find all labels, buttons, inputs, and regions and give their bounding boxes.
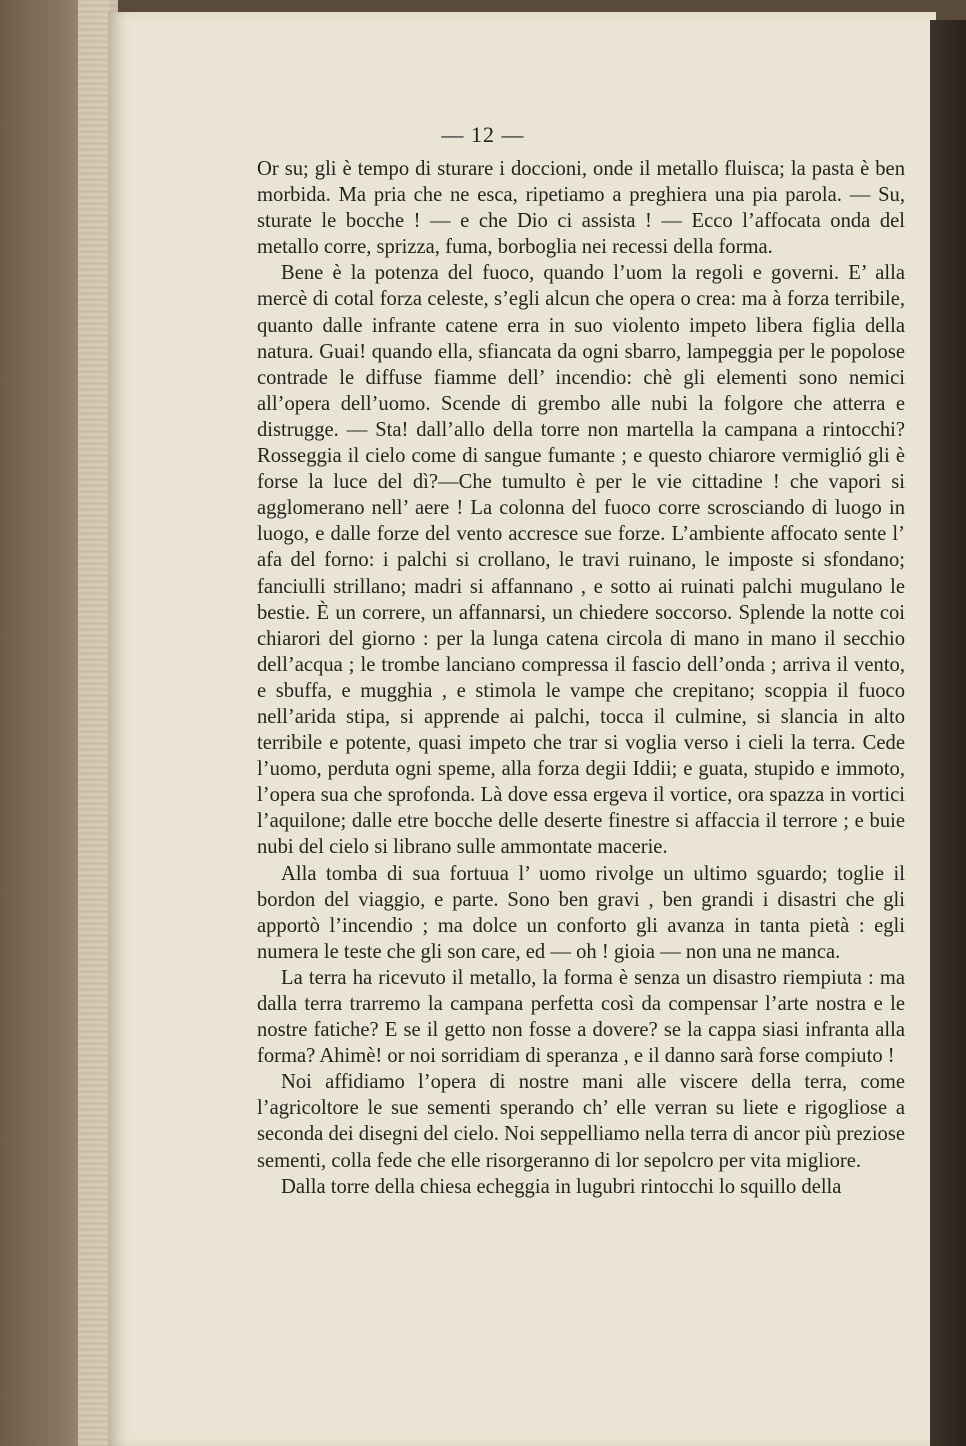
page-number: — 12 —: [441, 122, 525, 147]
right-page-edge: [930, 20, 966, 1446]
paragraph-1: Or su; gli è tempo di sturare i doccioni, onde il metallo fluisca; la pasta è ben morbida. Ma pria che ne esca, ripetiamo a preghiera una pia parola. — Su, sturate le bocche ! — e che Dio ci assista ! — Ecco l’affocata onda del metallo corre, sprizza, fuma, borboglia nei recessi della forma.: [257, 158, 905, 259]
paragraph-6: Dalla torre della chiesa echeggia in lugubri rintocchi lo squillo della: [281, 1175, 842, 1198]
paragraph-2: Bene è la potenza del fuoco, quando l’uom la regoli e governi. E’ alla mercè di cotal forza celeste, s’egli alcun che opera o crea: ma à forza terribile, quanto dalle infrante catene erra in suo violento impeto libera figlia della natura. Guai! quando ella, sfiancata da ogni sbarro, lampeggia per le popolose contrade le diffuse fiamme dell’ incendio: chè gli elementi sono nemici all’opera dell’uomo. Scende di grembo alle nubi la folgore che atterra e distrugge. — Sta! dall’allo della torre non martella la campana a rintocchi? Rosseggia il cielo come di sangue fumante ; e questo chiarore vermiglió gli è forse la luce del dì?—Che tumulto è per le vie cittadine ! che vapori si agglomerano nell’ aere ! La colonna del fuoco corre scrosciando di luogo in luogo, e dalle forze del vento accresce sue forze. L’ambiente affocato sente l’ afa del forno: i palchi si crollano, le travi ruinano, le imposte si sfondano; fanciulli strillano; madri si affannano , e sotto ai ruinati palchi mugulano le bestie. È un correre, un affannarsi, un chiedere soccorso. Splende la notte coi chiarori del giorno : per la lunga catena circola di mano in mano il secchio dell’acqua ; le trombe lanciano compressa il fascio dell’onda ; arriva il vento, e sbuffa, e mugghia , e stimola le vampe che crepitano; scoppia il fuoco nell’arida stipa, si apprende ai palchi, tocca il culmine, si slancia in alto terribile e potente, quasi impeto che trar si voglia verso i cieli la terra. Cede l’uomo, perduta ogni speme, alla forza degii Iddii; e guata, stupido e immoto, l’opera sua che sprofonda. Là dove essa ergeva il vortice, ora spazza in vortici l’aquilone; dalle etre bocche delle deserte finestre si affaccia il terrore ; e buie nubi del cielo si librano sulle ammontate macerie.: [257, 262, 905, 859]
paragraph-4: La terra ha ricevuto il metallo, la forma è senza un disastro riempiuta : ma dalla terra trarremo la campana perfetta così da compensar l’arte nostra e le nostre fatiche? E se il getto non fosse a dovere? se la cappa siasi infranta alla forma? Ahimè! or noi sorridiam di speranza , e il danno sarà forse compiuto !: [257, 966, 905, 1068]
body-text: [257, 156, 905, 1200]
paragraph-3: Alla tomba di sua fortuua l’ uomo rivolge un ultimo sguardo; toglie il bordon del viaggio, e parte. Sono ben gravi , ben grandi i disastri che gli apportò l’incendio ; ma dolce un conforto gli avanza in tanta pietà : egli numera le teste che gli son care, ed — oh ! gioia — non una ne manca.: [257, 862, 905, 963]
paragraph-5: Noi affidiamo l’opera di nostre mani alle viscere della terra, come l’agricoltore le sue sementi sperando ch’ elle verran su liete e rigogliose a seconda dei disegni del cielo. Noi seppelliamo nella terra di ancor più preziose sementi, colla fede che elle risorgeranno di lor sepolcro per vita migliore.: [257, 1071, 905, 1172]
